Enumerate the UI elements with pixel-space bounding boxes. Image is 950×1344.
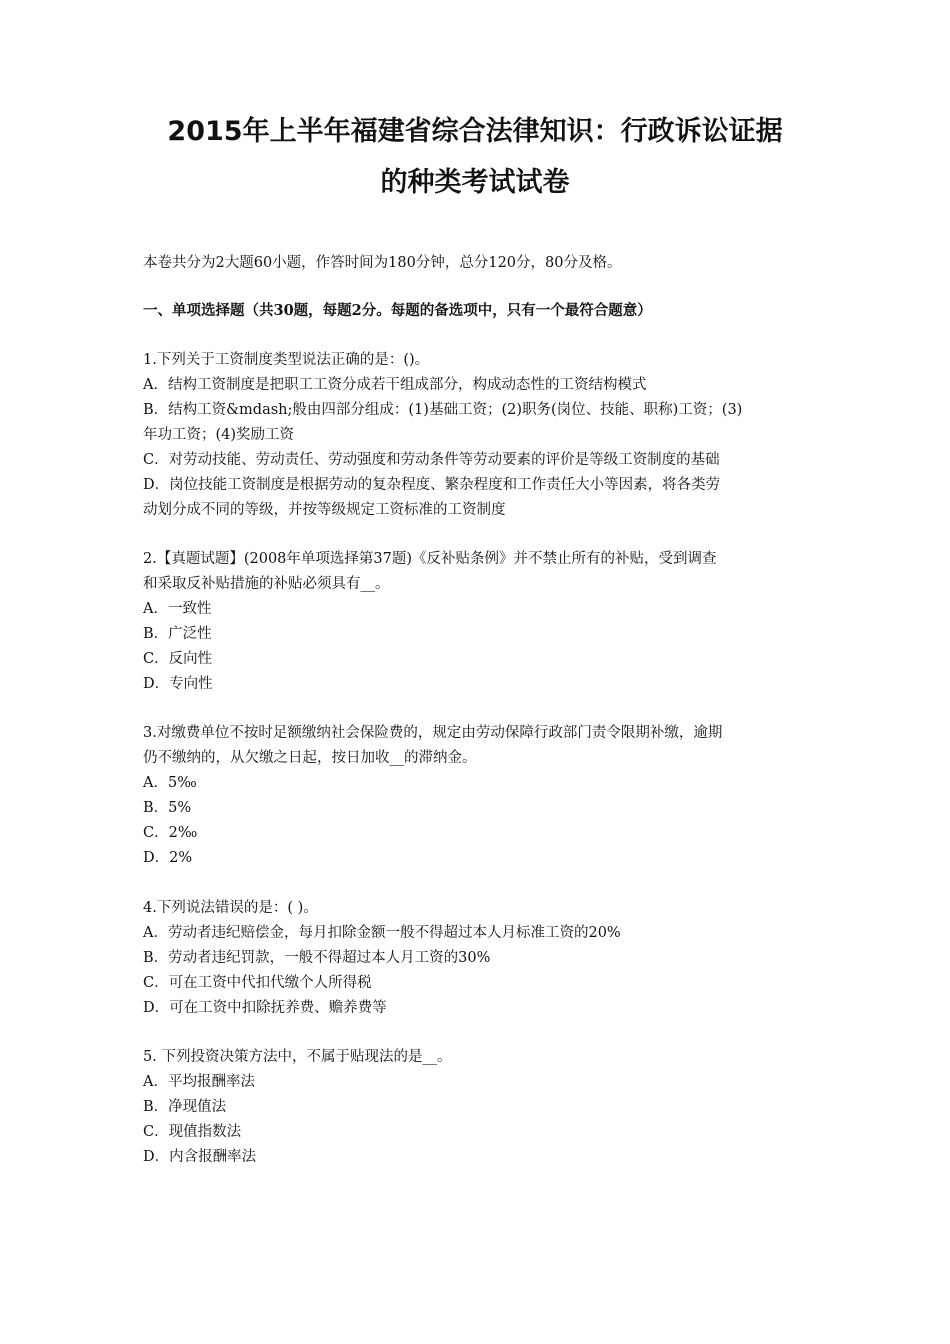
question-4-option-b: B．劳动者违纪罚款，一般不得超过本人月工资的30% — [143, 950, 491, 966]
question-3-option-a: A．5‰ — [143, 775, 197, 791]
question-1-option-b: B．结构工资&mdash;般由四部分组成：(1)基础工资；(2)职务(岗位、技能、职称)工资；(3) — [143, 402, 743, 418]
question-2-stem: 2.【真题试题】(2008年单项选择第37题)《反补贴条例》并不禁止所有的补贴，受到调查 — [143, 551, 717, 567]
question-4-option-c: C．可在工资中代扣代缴个人所得税 — [143, 975, 372, 991]
question-3-option-b: B．5% — [143, 800, 192, 816]
question-3-option-d: D．2% — [143, 850, 193, 866]
question-2-option-c: C．反向性 — [143, 651, 213, 667]
question-3-stem: 3.对缴费单位不按时足额缴纳社会保险费的，规定由劳动保障行政部门责令限期补缴，逾期 — [143, 725, 723, 741]
question-4-option-a: A．劳动者违纪赔偿金，每月扣除金额一般不得超过本人月标准工资的20% — [143, 925, 621, 941]
document-title-line-2: 的种类考试试卷 — [380, 167, 570, 198]
question-5-option-a: A．平均报酬率法 — [143, 1074, 255, 1090]
question-1-option-d: D．岗位技能工资制度是根据劳动的复杂程度、繁杂程度和工作责任大小等因素，将各类劳 — [143, 477, 721, 493]
question-2-stem-continued: 和采取反补贴措施的补贴必须具有__。 — [143, 576, 390, 592]
question-1-option-d-continued: 动划分成不同的等级，并按等级规定工资标准的工资制度 — [143, 502, 506, 518]
document-title-line-1: 2015年上半年福建省综合法律知识：行政诉讼证据 — [167, 116, 783, 147]
question-1-option-a: A．结构工资制度是把职工工资分成若干组成部分，构成动态性的工资结构模式 — [143, 377, 647, 393]
section-heading: 一、单项选择题（共30题，每题2分。每题的备选项中，只有一个最符合题意） — [143, 302, 652, 319]
exam-intro: 本卷共分为2大题60小题，作答时间为180分钟，总分120分，80分及格。 — [143, 255, 622, 271]
question-3-option-c: C．2‰ — [143, 825, 198, 841]
question-4-stem: 4.下列说法错误的是：( )。 — [143, 900, 318, 916]
question-1-stem: 1.下列关于工资制度类型说法正确的是：()。 — [143, 352, 430, 368]
question-4-option-d: D．可在工资中扣除抚养费、赡养费等 — [143, 1000, 387, 1016]
question-5-stem: 5. 下列投资决策方法中，不属于贴现法的是__。 — [143, 1049, 452, 1065]
question-5-option-b: B．净现值法 — [143, 1099, 227, 1115]
question-2-option-a: A．一致性 — [143, 601, 212, 617]
question-3-stem-continued: 仍不缴纳的，从欠缴之日起，按日加收__的滞纳金。 — [143, 750, 477, 766]
question-1-option-b-continued: 年功工资；(4)奖励工资 — [143, 427, 295, 443]
question-2-option-d: D．专向性 — [143, 676, 213, 692]
question-2-option-b: B．广泛性 — [143, 626, 212, 642]
question-1-option-c: C．对劳动技能、劳动责任、劳动强度和劳动条件等劳动要素的评价是等级工资制度的基础 — [143, 452, 720, 468]
question-5-option-d: D．内含报酬率法 — [143, 1149, 257, 1165]
question-5-option-c: C．现值指数法 — [143, 1124, 242, 1140]
